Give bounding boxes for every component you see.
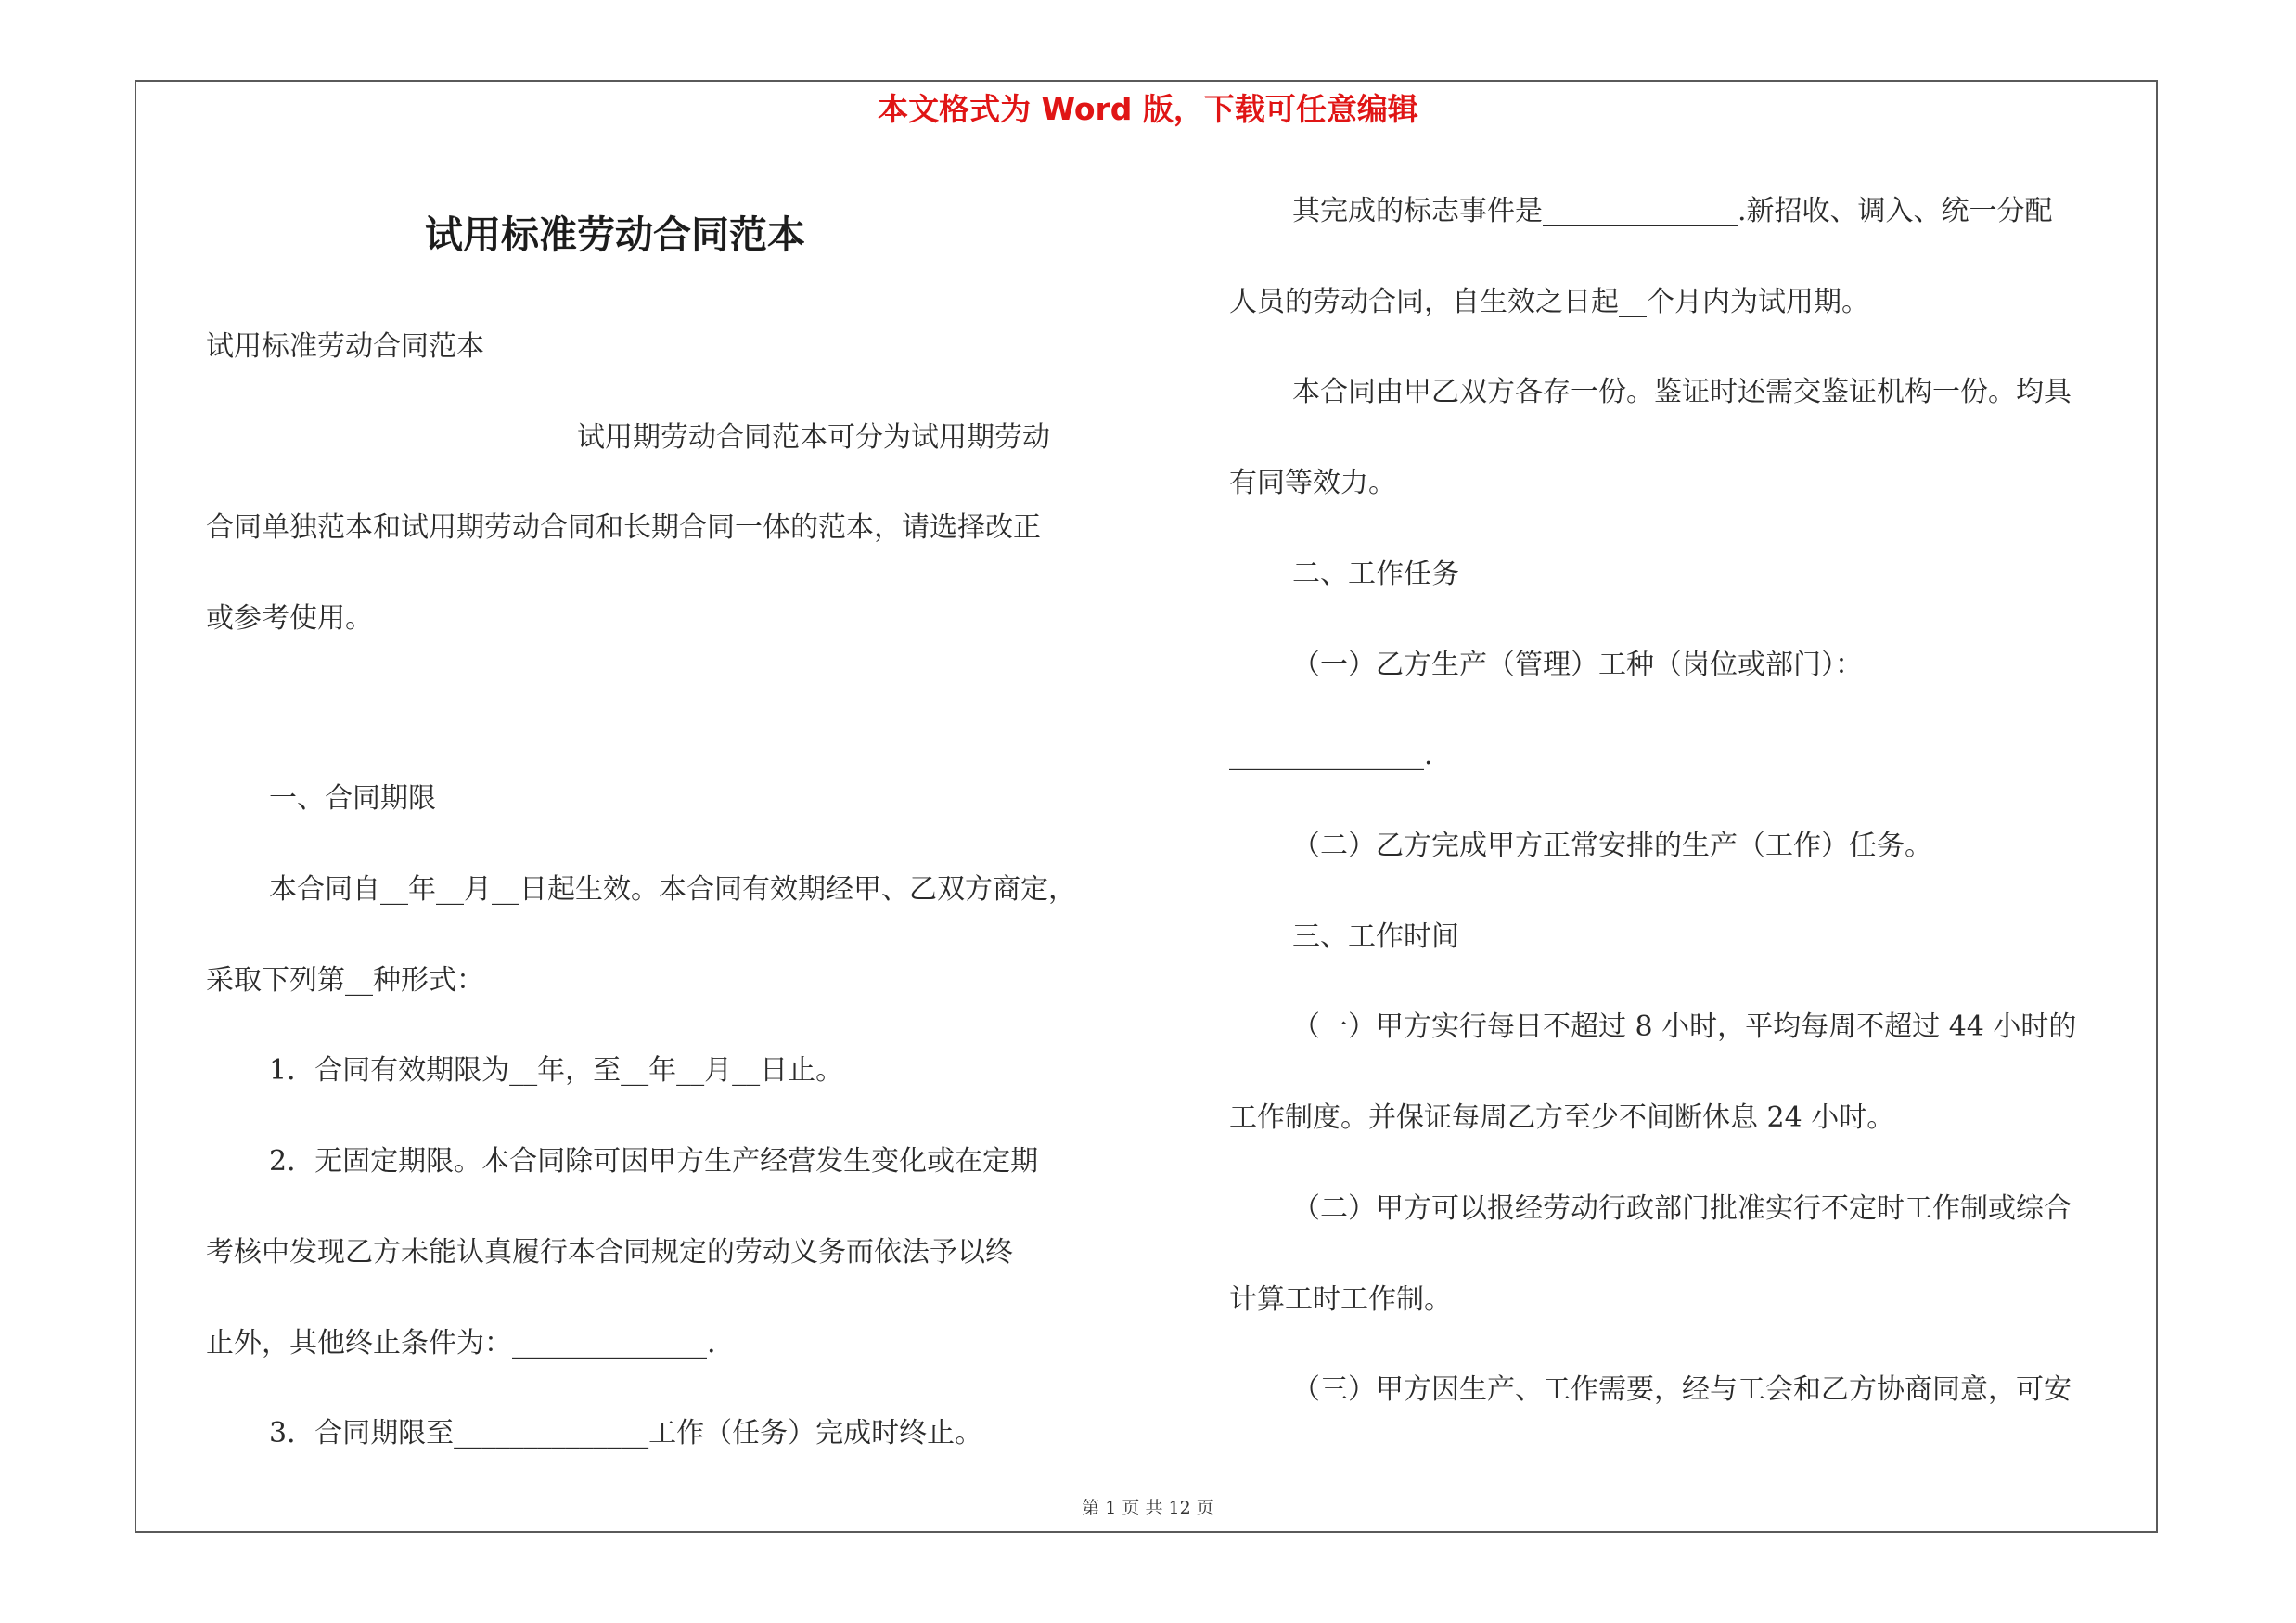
document-title: 试用标准劳动合同范本 (425, 213, 805, 257)
clause-form-choice: 采取下列第__种形式： (206, 964, 484, 997)
right-line-overtime: （三）甲方因生产、工作需要，经与工会和乙方协商同意，可安 (1292, 1373, 2072, 1406)
right-line-job-type: （一）乙方生产（管理）工种（岗位或部门）： (1292, 649, 1863, 681)
clause-effective-date: 本合同自__年__月__日起生效。本合同有效期经甲、乙双方商定， (269, 873, 1076, 906)
clause-fixed-term: 1．合同有效期限为__年，至__年__月__日止。 (269, 1054, 844, 1087)
section-heading-work-time: 三、工作时间 (1292, 921, 1459, 953)
intro-line-2: 合同单独范本和试用期劳动合同和长期合同一体的范本，请选择改正 (206, 511, 1041, 544)
right-line-flexible-2: 计算工时工作制。 (1229, 1283, 1452, 1316)
right-line-completion-event: 其完成的标志事件是______________.新招收、调入、统一分配 (1292, 195, 2053, 227)
intro-line-3: 或参考使用。 (206, 602, 373, 635)
clause-open-term-2: 考核中发现乙方未能认真履行本合同规定的劳动义务而依法予以终 (206, 1236, 1013, 1269)
section-heading-term: 一、合同期限 (269, 782, 436, 815)
right-line-copies-2: 有同等效力。 (1229, 467, 1396, 499)
clause-task-term: 3．合同期限至______________工作（任务）完成时终止。 (269, 1417, 983, 1449)
right-line-flexible-1: （二）甲方可以报经劳动行政部门批准实行不定时工作制或综合 (1292, 1192, 2072, 1225)
section-heading-work-task: 二、工作任务 (1292, 558, 1459, 590)
clause-open-term-1: 2．无固定期限。本合同除可因甲方生产经营发生变化或在定期 (269, 1145, 1039, 1178)
right-line-probation: 人员的劳动合同，自生效之日起__个月内为试用期。 (1229, 286, 1869, 318)
intro-line-1: 试用期劳动合同范本可分为试用期劳动 (577, 421, 1050, 454)
right-line-hours-1: （一）甲方实行每日不超过 8 小时，平均每周不超过 44 小时的 (1292, 1011, 2077, 1043)
right-line-hours-2: 工作制度。并保证每周乙方至少不间断休息 24 小时。 (1229, 1101, 1895, 1134)
clause-open-term-3: 止外，其他终止条件为：______________. (206, 1327, 716, 1359)
editable-notice-banner: 本文格式为 Word 版，下载可任意编辑 (878, 91, 1418, 127)
page-number-footer: 第 1 页 共 12 页 (1082, 1498, 1214, 1518)
right-line-copies-1: 本合同由甲乙双方各存一份。鉴证时还需交鉴证机构一份。均具 (1292, 376, 2072, 408)
right-line-task-complete: （二）乙方完成甲方正常安排的生产（工作）任务。 (1292, 830, 1932, 862)
subtitle-line: 试用标准劳动合同范本 (206, 330, 484, 363)
right-line-job-blank: ______________. (1229, 739, 1433, 771)
